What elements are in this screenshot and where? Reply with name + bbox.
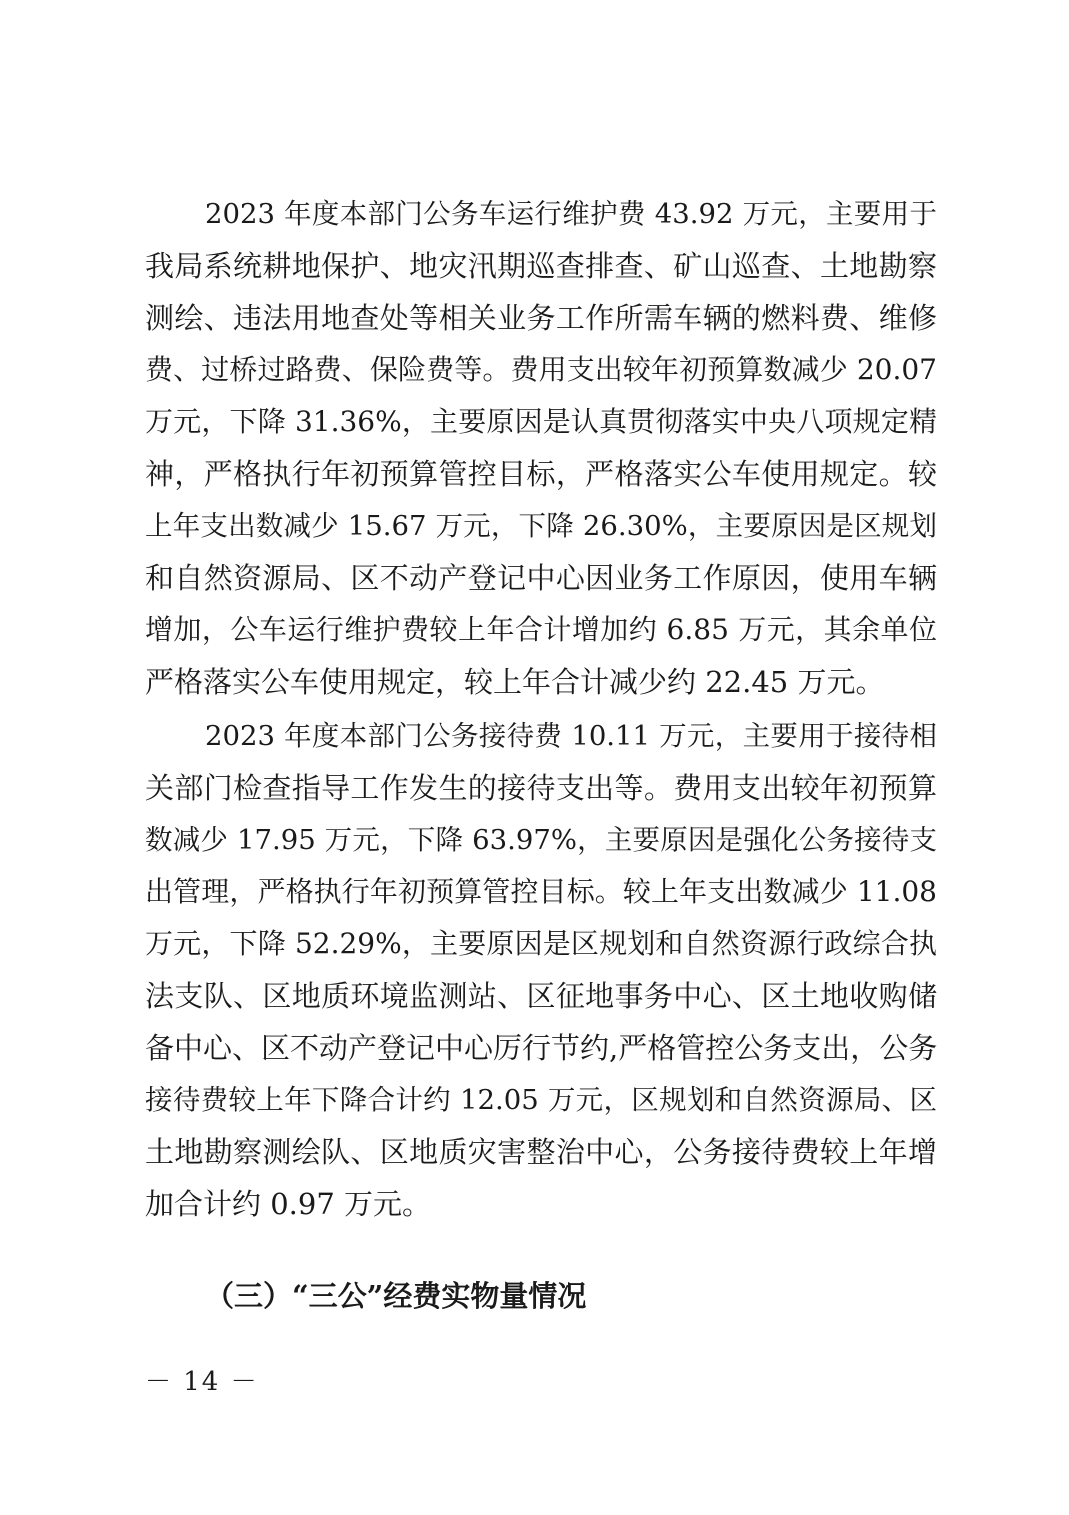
paragraph-1-line-1: 2023 年度本部门公务车运行维护费 43.92 万元，主要用于 [205,198,937,230]
paragraph-2-line-5: 万元，下降 52.29%，主要原因是区规划和自然资源行政综合执 [145,927,937,960]
page-number: － 14 － [145,1367,259,1397]
paragraph-1-line-10: 严格落实公车使用规定，较上年合计减少约 22.45 万元。 [145,665,885,699]
paragraph-1-line-8: 和自然资源局、区不动产登记中心因业务工作原因，使用车辆 [145,561,937,595]
paragraph-2-line-8: 接待费较上年下降合计约 12.05 万元，区规划和自然资源局、区 [145,1084,937,1116]
paragraph-1-line-7: 上年支出数减少 15.67 万元，下降 26.30%，主要原因是区规划 [145,510,937,542]
paragraph-2-line-3: 数减少 17.95 万元，下降 63.97%，主要原因是强化公务接待支 [145,824,937,856]
paragraph-1-line-6: 神，严格执行年初预算管控目标，严格落实公车使用规定。较 [145,457,937,491]
paragraph-2-line-10: 加合计约 0.97 万元。 [145,1187,432,1221]
paragraph-2-line-4: 出管理，严格执行年初预算管控目标。较上年支出数减少 11.08 [145,875,937,908]
paragraph-2-line-1: 2023 年度本部门公务接待费 10.11 万元，主要用于接待相 [205,720,937,752]
paragraph-1-line-3: 测绘、违法用地查处等相关业务工作所需车辆的燃料费、维修 [145,301,937,335]
paragraph-2-line-6: 法支队、区地质环境监测站、区征地事务中心、区土地收购储 [145,979,937,1013]
paragraph-2-line-7: 备中心、区不动产登记中心厉行节约,严格管控公务支出，公务 [145,1031,937,1065]
paragraph-1-line-5: 万元，下降 31.36%，主要原因是认真贯彻落实中央八项规定精 [145,405,937,438]
paragraph-1-line-4: 费、过桥过路费、保险费等。费用支出较年初预算数减少 20.07 [145,353,937,386]
paragraph-1-line-2: 我局系统耕地保护、地灾汛期巡查排查、矿山巡查、土地勘察 [145,249,937,283]
paragraph-2-line-2: 关部门检查指导工作发生的接待支出等。费用支出较年初预算 [145,771,937,805]
paragraph-2-line-9: 土地勘察测绘队、区地质灾害整治中心，公务接待费较上年增 [145,1135,937,1169]
section-heading: （三）“三公”经费实物量情况 [205,1279,587,1313]
paragraph-1-line-9: 增加，公车运行维护费较上年合计增加约 6.85 万元，其余单位 [145,613,937,646]
